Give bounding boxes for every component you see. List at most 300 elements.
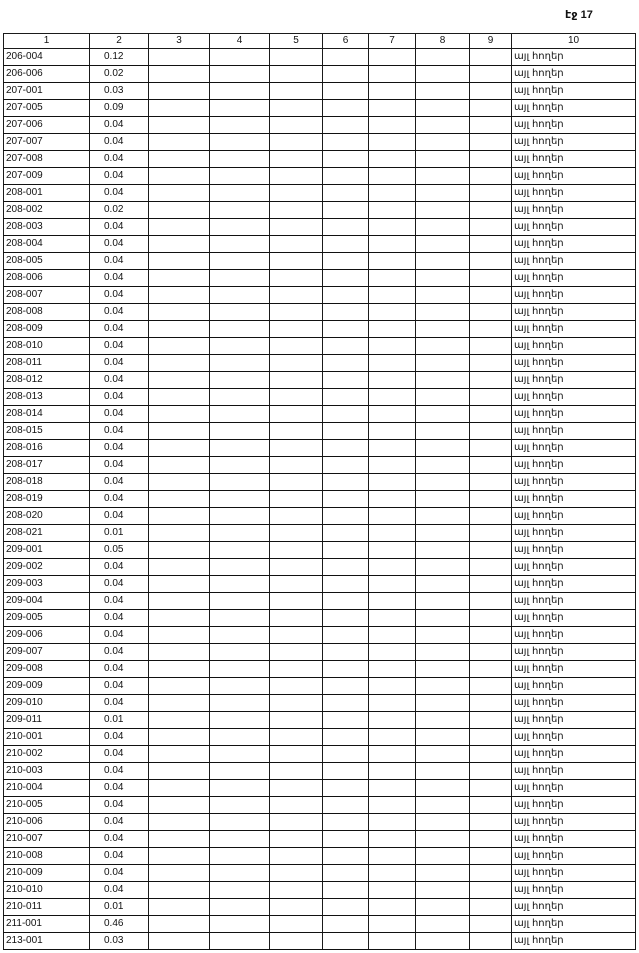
empty-cell [416,372,470,389]
table-row [4,304,636,321]
empty-cell [416,49,470,66]
area-value-cell: 0.04 [90,661,149,678]
empty-cell [149,644,210,661]
empty-cell [323,270,369,287]
empty-cell [149,406,210,423]
empty-cell [416,457,470,474]
land-category-cell: այլ հողեր [512,219,636,236]
land-category-cell: այլ հողեր [512,780,636,797]
land-category-cell: այլ հողեր [512,508,636,525]
empty-cell [270,202,323,219]
land-category-cell: այլ հողեր [512,202,636,219]
table-row [4,712,636,729]
table-row [4,236,636,253]
area-value-cell: 0.09 [90,100,149,117]
empty-cell [323,151,369,168]
empty-cell [210,525,270,542]
empty-cell [323,916,369,933]
land-category-cell: այլ հողեր [512,712,636,729]
empty-cell [416,287,470,304]
empty-cell [369,474,416,491]
table-row [4,780,636,797]
empty-cell [416,763,470,780]
empty-cell [323,627,369,644]
empty-cell [416,746,470,763]
empty-cell [270,117,323,134]
parcel-code-cell: 208-019 [4,491,90,508]
parcel-code-cell: 209-009 [4,678,90,695]
empty-cell [416,168,470,185]
empty-cell [270,661,323,678]
empty-cell [210,389,270,406]
land-category-cell: այլ հողեր [512,423,636,440]
land-category-cell: այլ հողեր [512,865,636,882]
empty-cell [470,440,512,457]
empty-cell [369,236,416,253]
empty-cell [323,287,369,304]
empty-cell [416,559,470,576]
empty-cell [470,423,512,440]
parcel-code-cell: 213-001 [4,933,90,950]
table-row [4,270,636,287]
empty-cell [270,49,323,66]
land-category-cell: այլ հողեր [512,338,636,355]
table-row [4,933,636,950]
parcel-code-cell: 210-010 [4,882,90,899]
empty-cell [149,304,210,321]
empty-cell [369,831,416,848]
empty-cell [210,797,270,814]
empty-cell [149,525,210,542]
empty-cell [369,627,416,644]
table-row [4,916,636,933]
empty-cell [369,253,416,270]
empty-cell [369,168,416,185]
table-header-row [4,34,636,49]
parcel-code-cell: 209-005 [4,610,90,627]
empty-cell [323,236,369,253]
empty-cell [416,865,470,882]
area-value-cell: 0.04 [90,593,149,610]
empty-cell [369,117,416,134]
empty-cell [323,780,369,797]
area-value-cell: 0.04 [90,797,149,814]
empty-cell [210,865,270,882]
empty-cell [416,321,470,338]
empty-cell [369,695,416,712]
parcel-code-cell: 208-004 [4,236,90,253]
empty-cell [210,168,270,185]
table-row [4,542,636,559]
table-row [4,100,636,117]
empty-cell [210,321,270,338]
parcel-code-cell: 210-007 [4,831,90,848]
empty-cell [149,185,210,202]
empty-cell [369,576,416,593]
empty-cell [470,610,512,627]
empty-cell [270,253,323,270]
empty-cell [470,491,512,508]
table-row [4,117,636,134]
empty-cell [369,372,416,389]
empty-cell [323,304,369,321]
parcel-code-cell: 208-016 [4,440,90,457]
empty-cell [369,678,416,695]
table-row [4,287,636,304]
empty-cell [149,814,210,831]
empty-cell [149,66,210,83]
empty-cell [369,712,416,729]
empty-cell [323,83,369,100]
area-value-cell: 0.04 [90,729,149,746]
empty-cell [369,287,416,304]
empty-cell [470,219,512,236]
land-category-cell: այլ հողեր [512,814,636,831]
table-row [4,253,636,270]
empty-cell [323,134,369,151]
table-row [4,899,636,916]
parcel-code-cell: 210-002 [4,746,90,763]
parcel-code-cell: 208-020 [4,508,90,525]
empty-cell [149,916,210,933]
land-category-cell: այլ հողեր [512,185,636,202]
area-value-cell: 0.04 [90,763,149,780]
empty-cell [210,610,270,627]
empty-cell [323,542,369,559]
empty-cell [210,627,270,644]
empty-cell [369,644,416,661]
empty-cell [369,83,416,100]
area-value-cell: 0.04 [90,678,149,695]
empty-cell [416,202,470,219]
column-header: 9 [470,34,512,49]
empty-cell [323,372,369,389]
area-value-cell: 0.12 [90,49,149,66]
area-value-cell: 0.46 [90,916,149,933]
area-value-cell: 0.04 [90,134,149,151]
area-value-cell: 0.04 [90,576,149,593]
parcel-code-cell: 208-012 [4,372,90,389]
area-value-cell: 0.04 [90,457,149,474]
area-value-cell: 0.04 [90,559,149,576]
table-row [4,474,636,491]
empty-cell [210,66,270,83]
empty-cell [270,678,323,695]
area-value-cell: 0.04 [90,627,149,644]
empty-cell [323,593,369,610]
land-category-cell: այլ հողեր [512,49,636,66]
area-value-cell: 0.04 [90,355,149,372]
parcel-code-cell: 208-015 [4,423,90,440]
empty-cell [149,899,210,916]
empty-cell [369,729,416,746]
empty-cell [470,814,512,831]
empty-cell [470,168,512,185]
empty-cell [416,712,470,729]
empty-cell [323,559,369,576]
empty-cell [210,491,270,508]
empty-cell [369,491,416,508]
land-category-cell: այլ հողեր [512,525,636,542]
parcel-code-cell: 209-007 [4,644,90,661]
parcel-code-cell: 210-005 [4,797,90,814]
empty-cell [149,593,210,610]
empty-cell [323,117,369,134]
empty-cell [323,848,369,865]
column-header: 1 [4,34,90,49]
empty-cell [149,508,210,525]
empty-cell [323,831,369,848]
area-value-cell: 0.01 [90,899,149,916]
empty-cell [470,678,512,695]
area-value-cell: 0.04 [90,338,149,355]
empty-cell [369,151,416,168]
empty-cell [416,678,470,695]
parcel-code-cell: 208-007 [4,287,90,304]
area-value-cell: 0.04 [90,610,149,627]
empty-cell [323,576,369,593]
empty-cell [369,202,416,219]
empty-cell [149,661,210,678]
empty-cell [369,100,416,117]
empty-cell [210,678,270,695]
parcel-code-cell: 210-001 [4,729,90,746]
empty-cell [270,797,323,814]
empty-cell [270,338,323,355]
table-row [4,593,636,610]
empty-cell [210,933,270,950]
empty-cell [369,610,416,627]
empty-cell [270,559,323,576]
table-row [4,355,636,372]
empty-cell [210,202,270,219]
empty-cell [369,406,416,423]
area-value-cell: 0.05 [90,542,149,559]
empty-cell [323,695,369,712]
empty-cell [210,661,270,678]
land-category-cell: այլ հողեր [512,117,636,134]
table-row [4,729,636,746]
empty-cell [149,202,210,219]
table-row [4,508,636,525]
empty-cell [270,695,323,712]
land-ledger-table [3,33,636,950]
area-value-cell: 0.04 [90,287,149,304]
empty-cell [416,491,470,508]
empty-cell [210,763,270,780]
empty-cell [149,491,210,508]
land-category-cell: այլ հողեր [512,457,636,474]
empty-cell [416,729,470,746]
empty-cell [470,899,512,916]
land-category-cell: այլ հողեր [512,933,636,950]
area-value-cell: 0.04 [90,372,149,389]
table-row [4,491,636,508]
empty-cell [210,831,270,848]
empty-cell [470,83,512,100]
empty-cell [149,542,210,559]
empty-cell [149,338,210,355]
empty-cell [270,83,323,100]
empty-cell [210,508,270,525]
empty-cell [416,610,470,627]
empty-cell [270,916,323,933]
empty-cell [210,185,270,202]
land-category-cell: այլ հողեր [512,406,636,423]
empty-cell [416,644,470,661]
table-row [4,644,636,661]
table-row [4,627,636,644]
empty-cell [369,270,416,287]
empty-cell [149,372,210,389]
empty-cell [149,287,210,304]
table-row [4,576,636,593]
table-row [4,695,636,712]
empty-cell [369,508,416,525]
table-body [4,49,636,950]
table-row [4,202,636,219]
empty-cell [323,338,369,355]
area-value-cell: 0.04 [90,185,149,202]
table-row [4,610,636,627]
empty-cell [369,882,416,899]
empty-cell [470,933,512,950]
empty-cell [416,270,470,287]
empty-cell [210,423,270,440]
empty-cell [270,525,323,542]
empty-cell [470,916,512,933]
land-category-cell: այլ հողեր [512,746,636,763]
table-row [4,763,636,780]
empty-cell [470,831,512,848]
empty-cell [470,746,512,763]
empty-cell [210,219,270,236]
area-value-cell: 0.04 [90,882,149,899]
empty-cell [470,304,512,321]
area-value-cell: 0.04 [90,491,149,508]
area-value-cell: 0.04 [90,780,149,797]
table-row [4,66,636,83]
empty-cell [270,219,323,236]
empty-cell [470,627,512,644]
empty-cell [323,355,369,372]
parcel-code-cell: 208-021 [4,525,90,542]
empty-cell [323,644,369,661]
empty-cell [369,525,416,542]
land-category-cell: այլ հողեր [512,916,636,933]
land-category-cell: այլ հողեր [512,610,636,627]
parcel-code-cell: 210-006 [4,814,90,831]
empty-cell [323,814,369,831]
area-value-cell: 0.04 [90,440,149,457]
parcel-code-cell: 208-001 [4,185,90,202]
empty-cell [149,746,210,763]
empty-cell [470,100,512,117]
empty-cell [270,100,323,117]
empty-cell [149,457,210,474]
table-row [4,219,636,236]
empty-cell [270,831,323,848]
empty-cell [210,236,270,253]
empty-cell [210,848,270,865]
land-category-cell: այլ հողեր [512,236,636,253]
land-category-cell: այլ հողեր [512,848,636,865]
empty-cell [323,797,369,814]
parcel-code-cell: 209-003 [4,576,90,593]
empty-cell [149,474,210,491]
table-row [4,185,636,202]
parcel-code-cell: 209-006 [4,627,90,644]
empty-cell [416,151,470,168]
parcel-code-cell: 208-009 [4,321,90,338]
empty-cell [369,338,416,355]
empty-cell [416,933,470,950]
parcel-code-cell: 210-003 [4,763,90,780]
empty-cell [369,865,416,882]
land-category-cell: այլ հողեր [512,440,636,457]
parcel-code-cell: 210-008 [4,848,90,865]
empty-cell [149,559,210,576]
land-category-cell: այլ հողեր [512,355,636,372]
empty-cell [369,763,416,780]
empty-cell [470,729,512,746]
land-category-cell: այլ հողեր [512,491,636,508]
empty-cell [149,440,210,457]
area-value-cell: 0.04 [90,865,149,882]
table-row [4,49,636,66]
area-value-cell: 0.04 [90,423,149,440]
table-row [4,525,636,542]
empty-cell [210,134,270,151]
empty-cell [149,134,210,151]
empty-cell [270,848,323,865]
land-category-cell: այլ հողեր [512,321,636,338]
empty-cell [149,355,210,372]
empty-cell [416,695,470,712]
empty-cell [323,508,369,525]
land-category-cell: այլ հողեր [512,134,636,151]
empty-cell [369,185,416,202]
empty-cell [470,338,512,355]
area-value-cell: 0.01 [90,712,149,729]
empty-cell [416,304,470,321]
empty-cell [149,151,210,168]
empty-cell [270,355,323,372]
empty-cell [470,797,512,814]
parcel-code-cell: 207-008 [4,151,90,168]
column-header: 6 [323,34,369,49]
empty-cell [270,627,323,644]
empty-cell [470,66,512,83]
empty-cell [210,729,270,746]
empty-cell [210,287,270,304]
empty-cell [270,814,323,831]
empty-cell [416,66,470,83]
empty-cell [270,474,323,491]
empty-cell [210,695,270,712]
land-category-cell: այլ հողեր [512,882,636,899]
empty-cell [470,355,512,372]
land-category-cell: այլ հողեր [512,559,636,576]
empty-cell [210,117,270,134]
empty-cell [149,253,210,270]
empty-cell [416,253,470,270]
empty-cell [470,848,512,865]
land-category-cell: այլ հողեր [512,729,636,746]
land-category-cell: այլ հողեր [512,83,636,100]
empty-cell [323,865,369,882]
empty-cell [416,831,470,848]
